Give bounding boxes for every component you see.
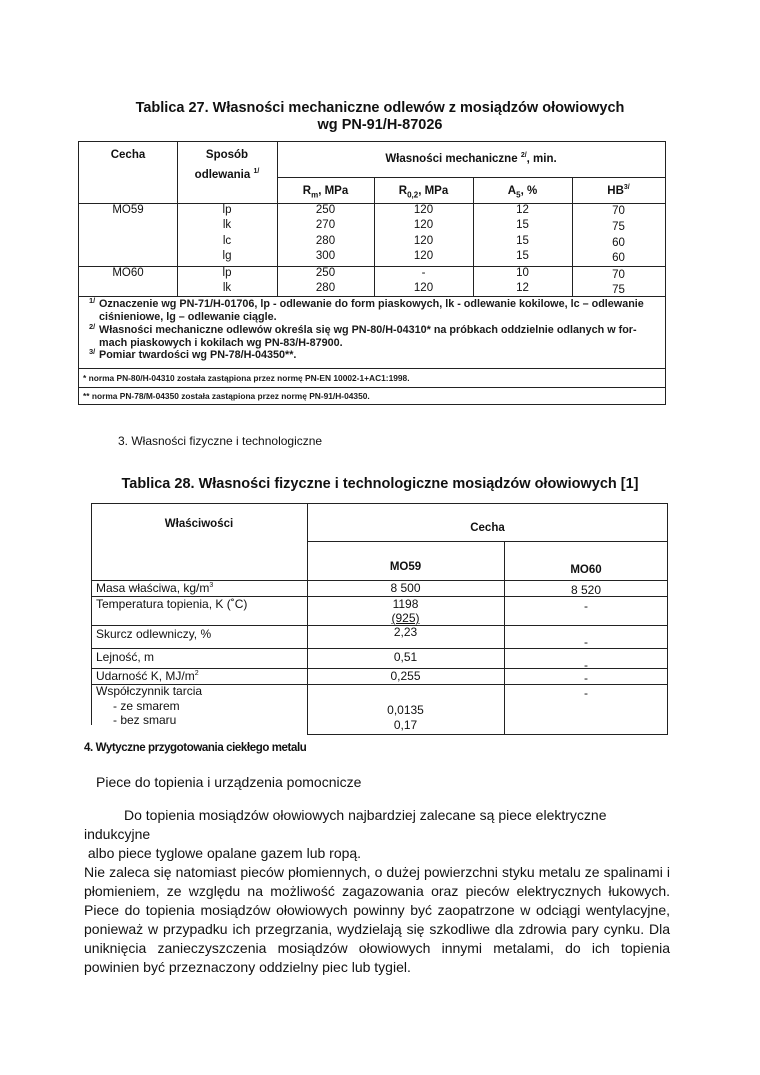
cell-sposob: lk <box>222 219 232 231</box>
table28 <box>91 503 668 735</box>
footnote-mark: 3/ <box>623 184 630 192</box>
cell-mo60: - <box>584 686 588 700</box>
cell-mo60: - <box>584 658 588 672</box>
cell-sposob: lk <box>222 282 232 294</box>
row-sublabel: - bez smaru <box>113 713 177 727</box>
cell-r02: 120 <box>413 219 434 231</box>
header-hb <box>572 184 665 198</box>
table27-title <box>100 100 660 134</box>
divider <box>79 368 665 369</box>
cell-r02: 120 <box>413 250 434 262</box>
paragraph-1-line-1: Do topienia mosiądzów ołowiowych najbardziej zalecane są piece elektryczne indukcyjne <box>84 807 607 842</box>
row-label-text: Udarność K, MJ/m <box>96 669 195 683</box>
body-text <box>84 806 670 977</box>
footnote-mark: 1/ <box>89 296 96 305</box>
row-label-sup: 3 <box>209 582 214 589</box>
row-label <box>96 581 213 595</box>
row-label: Temperatura topienia, K (˚C) <box>96 597 248 611</box>
cell-r02: - <box>421 267 426 279</box>
cell-a5: 15 <box>516 235 529 247</box>
cell-rm: 280 <box>315 235 336 247</box>
header-rm <box>277 184 374 198</box>
header-a5-unit: , % <box>520 185 538 197</box>
cell-hb: 70 <box>612 205 625 217</box>
row-label: Skurcz odlewniczy, % <box>96 627 212 641</box>
cell-a5: 15 <box>516 250 529 262</box>
section-3-heading: 3. Własności fizyczne i technologiczne <box>118 434 323 448</box>
cell-mo59: 0,17 <box>393 718 418 732</box>
header-mo59: MO59 <box>389 561 422 573</box>
cell-a5: 10 <box>516 267 529 279</box>
cell-sposob: lp <box>222 267 232 279</box>
divider <box>91 503 668 504</box>
header-r02-sub: 0,2 <box>407 190 419 200</box>
cell-rm: 250 <box>315 204 336 216</box>
cell-mo59: 0,255 <box>390 669 421 683</box>
footnote-2 <box>89 322 665 349</box>
divider <box>307 541 668 542</box>
footnote-line: mach piaskowych i kokilach wg PN-83/H-87900. <box>99 336 343 349</box>
cell-mo59-line2: (925) <box>391 611 420 625</box>
cecha-mo59: MO59 <box>112 204 144 216</box>
paragraph-2: Nie zaleca się natomiast pieców płomiennych, o dużej powierzchni styku metalu ze spalinami i płomieniem, ze względu na możliwość zagazowania oraz pieców elektrycznych łukowych. Piece do topienia mosiądzów ołowiowych powinny być zaopatrzone w odciągi wentylacyjne, ponieważ w przypadku ich przegrzania, wydzielają się szkodliwe dla zdrowia pary cynku. Dla uniknięcia zanieczyszczenia mosiądzów ołowiowych innymi metalami, do ich topienia powinien być przeznaczony oddzielny piec lub tygiel. <box>84 864 670 975</box>
header-group-text: Własności mechaniczne <box>385 153 518 165</box>
cell-mo60: - <box>584 635 588 649</box>
footnote-mark: 2/ <box>89 322 96 331</box>
footnote-mark: 2/ <box>520 152 527 160</box>
divider <box>79 387 665 388</box>
cell-rm: 250 <box>315 267 336 279</box>
header-wlasciwosci: Właściwości <box>164 518 234 530</box>
cell-sposob: lg <box>222 250 232 262</box>
row-label: Współczynnik tarcia <box>96 684 203 698</box>
divider <box>667 503 668 735</box>
cell-r02: 120 <box>413 204 434 216</box>
cell-mo59: 0,0135 <box>387 703 424 717</box>
cell-mo59: 2,23 <box>393 625 418 639</box>
cell-hb: 60 <box>612 237 625 249</box>
header-sposob-text: odlewania <box>194 169 251 181</box>
header-hb-text: HB <box>607 185 624 197</box>
cell-mo59: 0,51 <box>393 650 418 664</box>
cell-rm: 300 <box>315 250 336 262</box>
row-label-text: Masa właściwa, kg/m <box>96 581 210 595</box>
header-a5-sub: 5 <box>516 190 521 200</box>
note-1: * norma PN-80/H-04310 została zastąpiona przez normę PN-EN 10002-1+AC1:1998. <box>83 373 410 383</box>
header-cecha: Cecha <box>110 149 146 161</box>
cell-rm: 280 <box>315 282 336 294</box>
cell-a5: 15 <box>516 219 529 231</box>
cell-hb: 75 <box>612 221 625 233</box>
cell-mo59: 1198 <box>392 597 419 611</box>
cell-hb: 60 <box>612 252 625 264</box>
divider <box>91 503 92 725</box>
row-label <box>96 669 199 683</box>
footnote-line: Oznaczenie wg PN-71/H-01706, lp - odlewanie do form piaskowych, lk - odlewanie kokilowe, lc – odlewanie <box>99 298 644 310</box>
row-sublabel: - ze smarem <box>113 699 180 713</box>
cell-a5: 12 <box>516 282 529 294</box>
footnote-line: Własności mechaniczne odlewów określa się wg PN-80/H-04310* na próbkach oddzielnie odlanych w for- <box>99 324 637 336</box>
header-r02 <box>374 184 473 198</box>
paragraph-1-line-2: albo piece tyglowe opalane gazem lub ropą. <box>84 845 362 861</box>
footnote-1 <box>89 296 665 323</box>
header-sposob-line1: Sposób <box>205 149 249 161</box>
footnote-mark: 3/ <box>89 347 96 356</box>
header-sposob-line2 <box>177 168 277 182</box>
cell-mo60: 8 520 <box>570 583 602 597</box>
table27 <box>78 141 666 405</box>
subheading: Piece do topienia i urządzenia pomocnicze <box>96 774 362 790</box>
header-a5-text: A <box>507 185 517 197</box>
header-sposob <box>177 148 277 182</box>
table27-title-line1: Tablica 27. Własności mechaniczne odlewów z mosiądzów ołowiowych <box>135 100 625 116</box>
footnote-mark: 1/ <box>253 168 260 176</box>
cell-mo60: - <box>584 599 588 613</box>
header-group-suffix: , min. <box>526 153 557 165</box>
table28-title: Tablica 28. Własności fizyczne i technologiczne mosiądzów ołowiowych [1] <box>121 476 639 492</box>
cell-sposob: lc <box>222 235 232 247</box>
header-mo60: MO60 <box>570 564 602 576</box>
footnote-line: Pomiar twardości wg PN-78/H-04350**. <box>99 349 297 361</box>
header-r02-text: R <box>398 185 408 197</box>
cell-rm: 270 <box>315 219 336 231</box>
header-group <box>277 152 665 166</box>
header-a5 <box>473 184 572 198</box>
header-rm-text: R <box>302 185 312 197</box>
section-4-heading: 4. Wytyczne przygotowania ciekłego metalu <box>84 742 307 754</box>
cell-hb: 70 <box>612 269 625 281</box>
header-rm-unit: , MPa <box>318 185 349 197</box>
table27-title-line2: wg PN-91/H-87026 <box>317 117 443 133</box>
row-label: Lejność, m <box>96 650 155 664</box>
header-rm-sub: m <box>311 190 319 200</box>
cell-r02: 120 <box>413 282 434 294</box>
cell-mo60: - <box>584 671 588 685</box>
divider <box>277 177 665 178</box>
cell-mo59: 8 500 <box>390 581 421 595</box>
cell-hb: 75 <box>612 284 625 296</box>
header-cecha: Cecha <box>470 522 505 534</box>
cecha-mo60: MO60 <box>112 267 144 279</box>
cell-a5: 12 <box>516 204 529 216</box>
row-label-sup: 2 <box>194 670 199 677</box>
cell-sposob: lp <box>222 204 232 216</box>
footnote-3 <box>89 347 665 362</box>
footnote-line: ciśnieniowe, lg – odlewanie ciągle. <box>99 310 277 323</box>
header-r02-unit: , MPa <box>418 185 449 197</box>
cell-r02: 120 <box>413 235 434 247</box>
note-2: ** norma PN-78/M-04350 została zastąpiona przez normę PN-91/H-04350. <box>83 391 370 401</box>
divider <box>307 734 668 735</box>
